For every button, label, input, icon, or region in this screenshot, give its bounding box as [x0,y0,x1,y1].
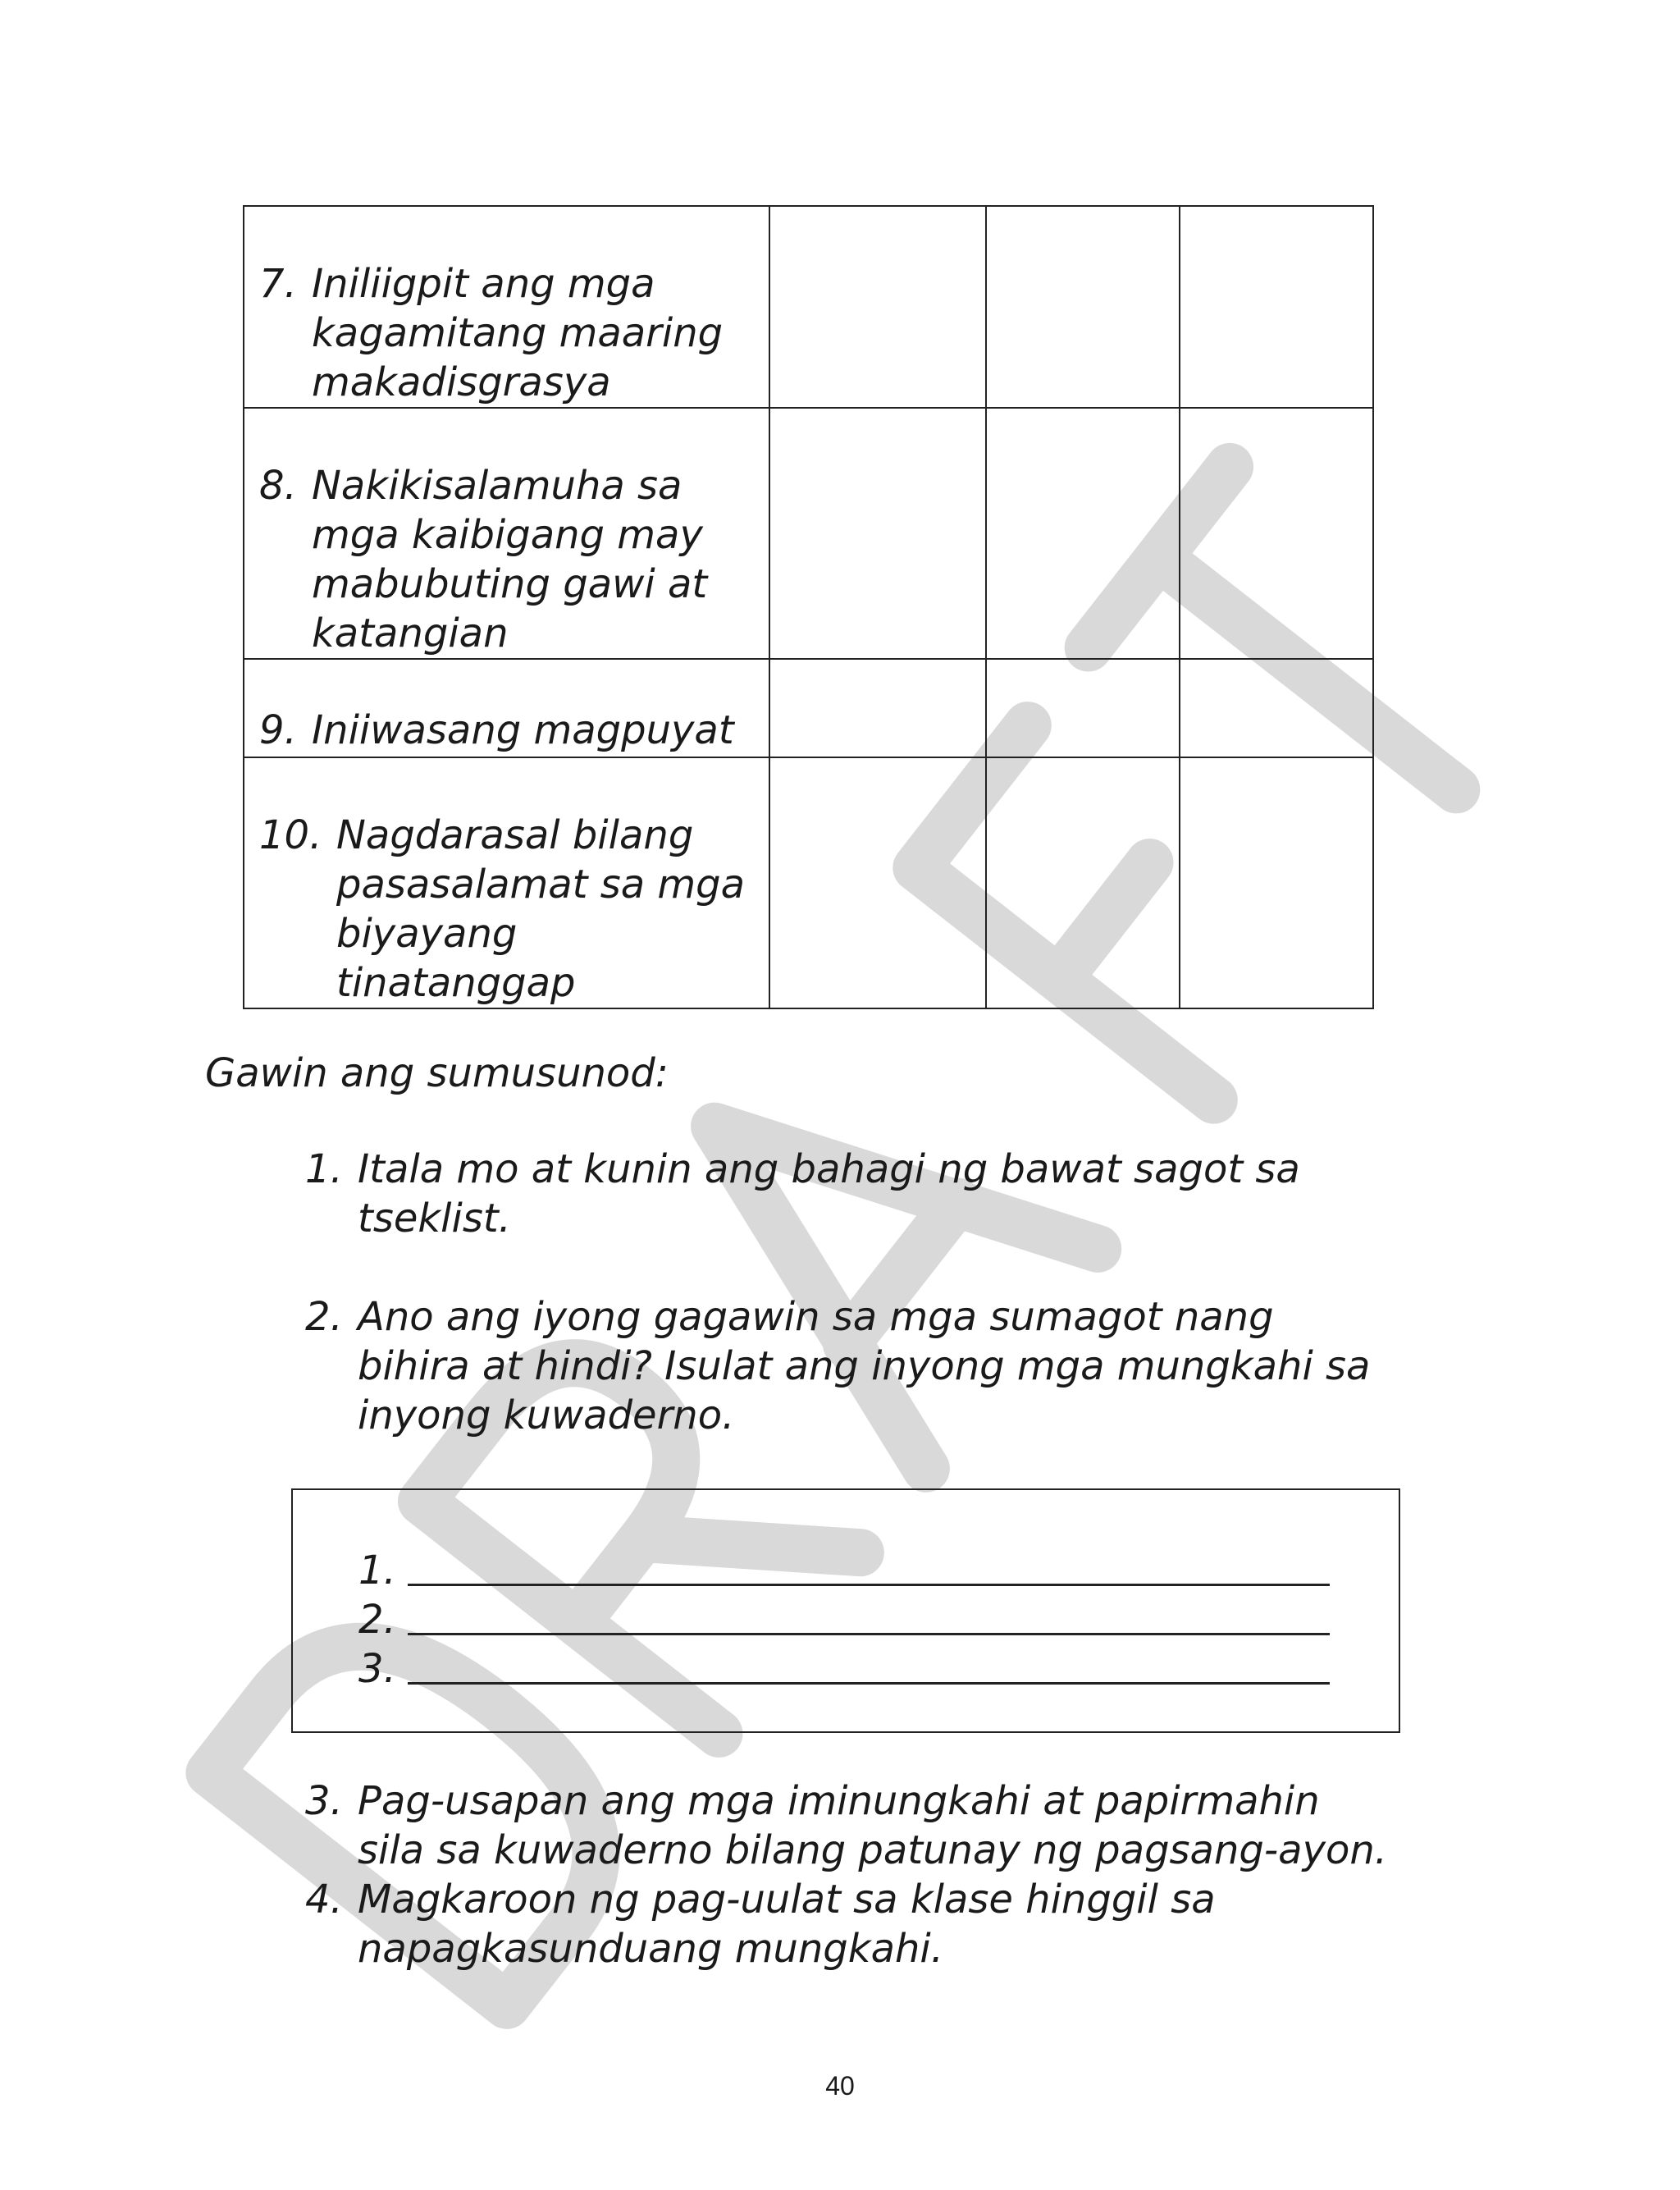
page-number: 40 [825,2071,855,2101]
check-cell[interactable] [1180,206,1373,408]
instruction-number: 2. [305,1294,343,1340]
instruction-text: Magkaroon ng pag-uulat sa klase hinggil sa napagkasunduang mungkahi. [358,1877,1216,1972]
instruction-item [305,1875,1396,1973]
check-cell[interactable] [986,757,1180,1008]
answer-line-number: 3. [358,1646,396,1692]
item-text: Iniiwasang magpuyat [312,707,734,753]
answer-line-number: 2. [358,1597,396,1643]
check-cell[interactable] [769,206,986,408]
table-row [244,206,1373,408]
answer-blank-line[interactable] [408,1633,1330,1635]
item-number: 7. [259,261,297,307]
item-text: Iniliigpit ang mga kagamitang maaring makadisgrasya [312,261,724,405]
answer-blank-line[interactable] [408,1584,1330,1586]
table-row [244,659,1373,757]
instruction-item [305,1145,1396,1243]
item-number: 9. [259,707,297,753]
table-row [244,757,1373,1008]
check-cell[interactable] [986,206,1180,408]
instruction-item [305,1776,1396,1875]
instruction-number: 3. [305,1778,343,1824]
answer-line-number: 1. [358,1548,396,1593]
instruction-item [305,1292,1396,1440]
item-cell [244,408,769,659]
instruction-text: Pag-usapan ang mga iminungkahi at papirmahin sila sa kuwaderno bilang patunay ng pagsang-ayon. [358,1778,1388,1873]
item-text: Nagdarasal bilang pasasalamat sa mga biyayang tinatanggap [336,812,746,1006]
checklist-table [243,205,1374,1009]
check-cell[interactable] [769,757,986,1008]
instructions-heading: Gawin ang sumusunod: [205,1050,669,1096]
item-cell [244,206,769,408]
table-row [244,408,1373,659]
item-cell [244,757,769,1008]
instruction-text: Ano ang iyong gagawin sa mga sumagot nang bihira at hindi? Isulat ang inyong mga mungkahi sa inyong kuwaderno. [358,1294,1371,1438]
instruction-text: Itala mo at kunin ang bahagi ng bawat sagot sa tseklist. [358,1146,1300,1241]
check-cell[interactable] [1180,408,1373,659]
item-number: 10. [259,812,322,858]
item-cell [244,659,769,757]
answer-blank-line[interactable] [408,1682,1330,1685]
item-text: Nakikisalamuha sa mga kaibigang may mabubuting gawi at katangian [312,463,708,656]
check-cell[interactable] [769,408,986,659]
check-cell[interactable] [1180,659,1373,757]
answer-box [291,1488,1400,1733]
check-cell[interactable] [986,659,1180,757]
item-number: 8. [259,463,297,509]
check-cell[interactable] [1180,757,1373,1008]
check-cell[interactable] [986,408,1180,659]
instruction-number: 1. [305,1146,343,1192]
check-cell[interactable] [769,659,986,757]
instruction-number: 4. [305,1877,343,1923]
